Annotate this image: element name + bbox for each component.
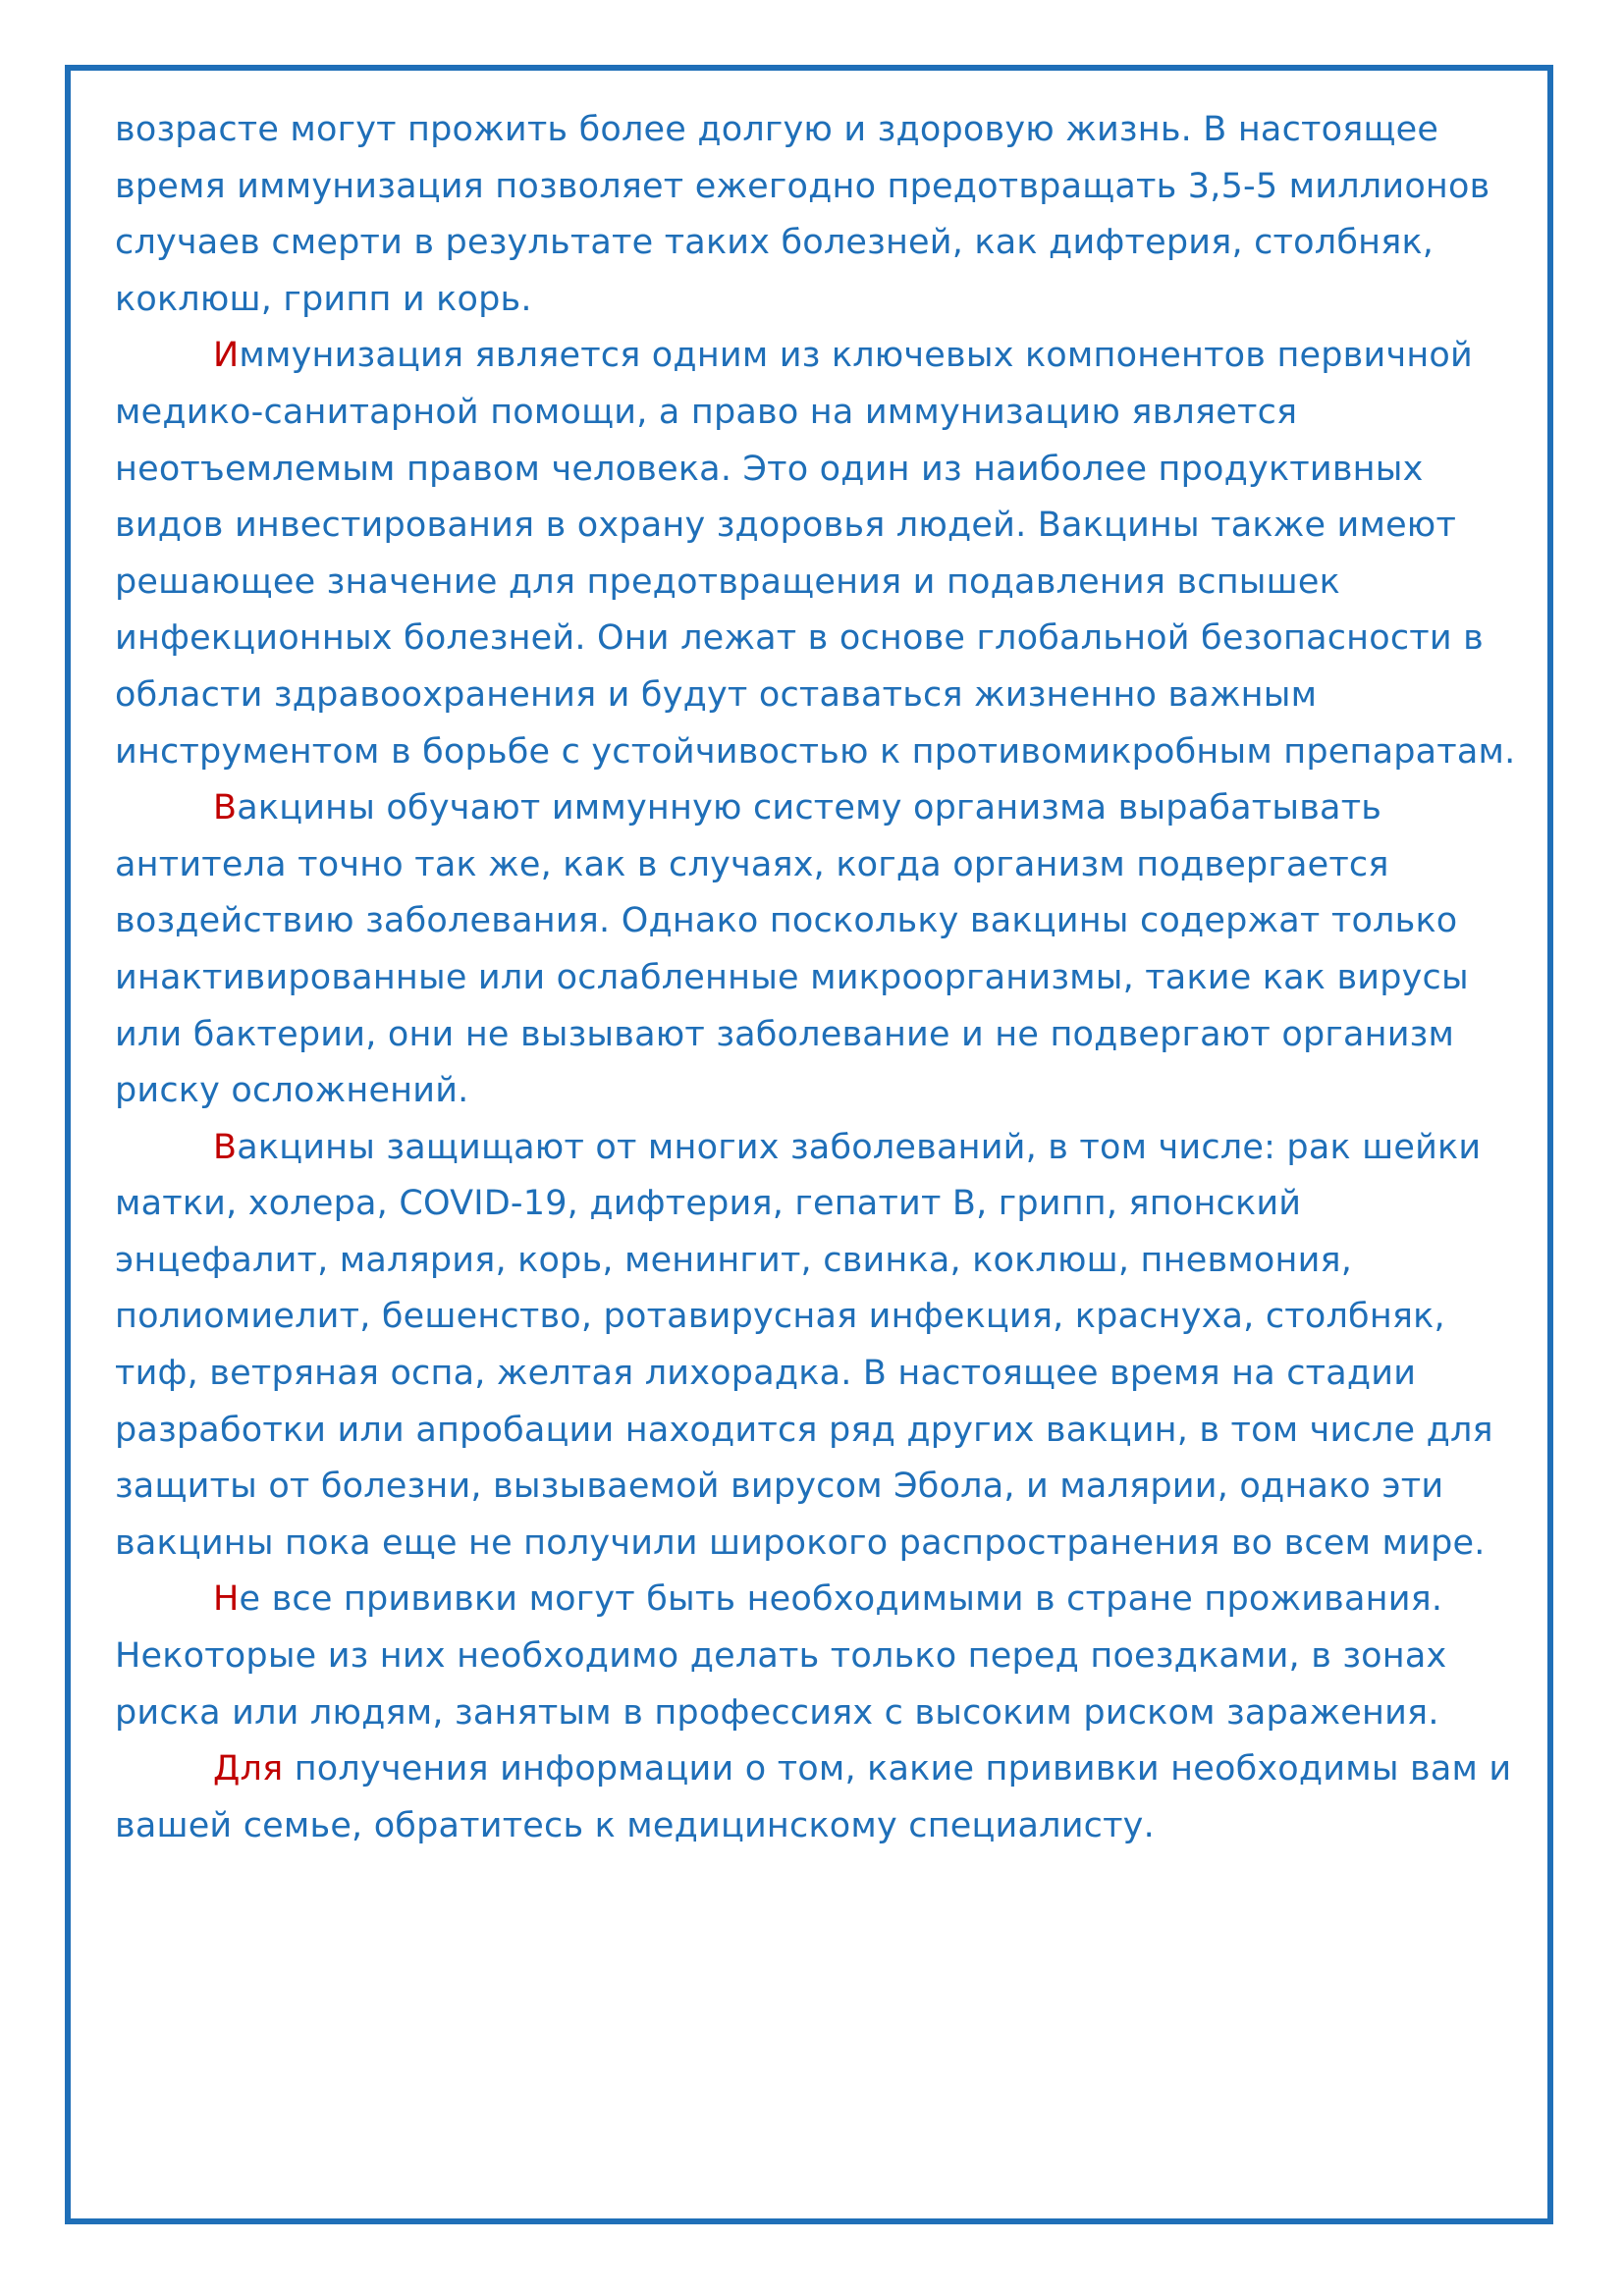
paragraph-text: акцины защищают от многих заболеваний, в том числе: рак шейки матки, холера, COVID-19, дифтерия, гепатит B, грипп, японский энцефалит, малярия, корь, менингит, свинка, коклюш, пневмония, полиомиелит, бешенство, ротавирусная инфекция, краснуха, столбняк, тиф, ветряная оспа, желтая лихорадка. В настоящее время на стадии разработки или апробации находится ряд других вакцин, в том числе для защиты от болезни, вызываемой вирусом Эбола, и малярии, однако эти вакцины пока еще не получили широкого распространения во всем мире. [115, 1127, 1493, 1563]
paragraph-lead-letter: В [213, 1127, 238, 1167]
paragraph-text: получения информации о том, какие прививки необходимы вам и вашей семье, обратитесь к медицинскому специалисту. [115, 1749, 1512, 1845]
paragraph [115, 328, 1519, 780]
paragraph [115, 780, 1519, 1120]
document-body [115, 102, 1519, 1854]
paragraph [115, 1741, 1519, 1854]
paragraph-lead-letter: В [213, 788, 238, 828]
paragraph-text: ммунизация является одним из ключевых компонентов первичной медико-санитарной помощи, а право на иммунизацию является неотъемлемым правом человека. Это один из наиболее продуктивных видов инвестирования в охрану здоровья людей. Вакцины также имеют решающее значение для предотвращения и подавления вспышек инфекционных болезней. Они лежат в основе глобальной безопасности в области здравоохранения и будут оставаться жизненно важным инструментом в борьбе с устойчивостью к противомикробным препаратам. [115, 336, 1516, 772]
paragraph-lead-letter: Для [213, 1749, 284, 1789]
paragraph [115, 1572, 1519, 1741]
paragraph-lead-letter: И [213, 336, 240, 376]
paragraph-text: е все прививки могут быть необходимыми в стране проживания. Некоторые из них необходимо делать только перед поездками, в зонах риска или людям, занятым в профессиях с высоким риском заражения. [115, 1579, 1447, 1733]
paragraph-text: акцины обучают иммунную систему организма вырабатывать антитела точно так же, как в случаях, когда организм подвергается воздействию заболевания. Однако поскольку вакцины содержат только инактивированные или ослабленные микроорганизмы, такие как вирусы или бактерии, они не вызывают заболевание и не подвергают организм риску осложнений. [115, 788, 1469, 1111]
paragraph-lead-letter: Н [213, 1579, 240, 1620]
paragraph [115, 1120, 1519, 1573]
paragraph [115, 102, 1519, 328]
paragraph-text: возрасте могут прожить более долгую и здоровую жизнь. В настоящее время иммунизация позволяет ежегодно предотвращать 3,5-5 миллионов случаев смерти в результате таких болезней, как дифтерия, столбняк, коклюш, грипп и корь. [115, 110, 1490, 319]
